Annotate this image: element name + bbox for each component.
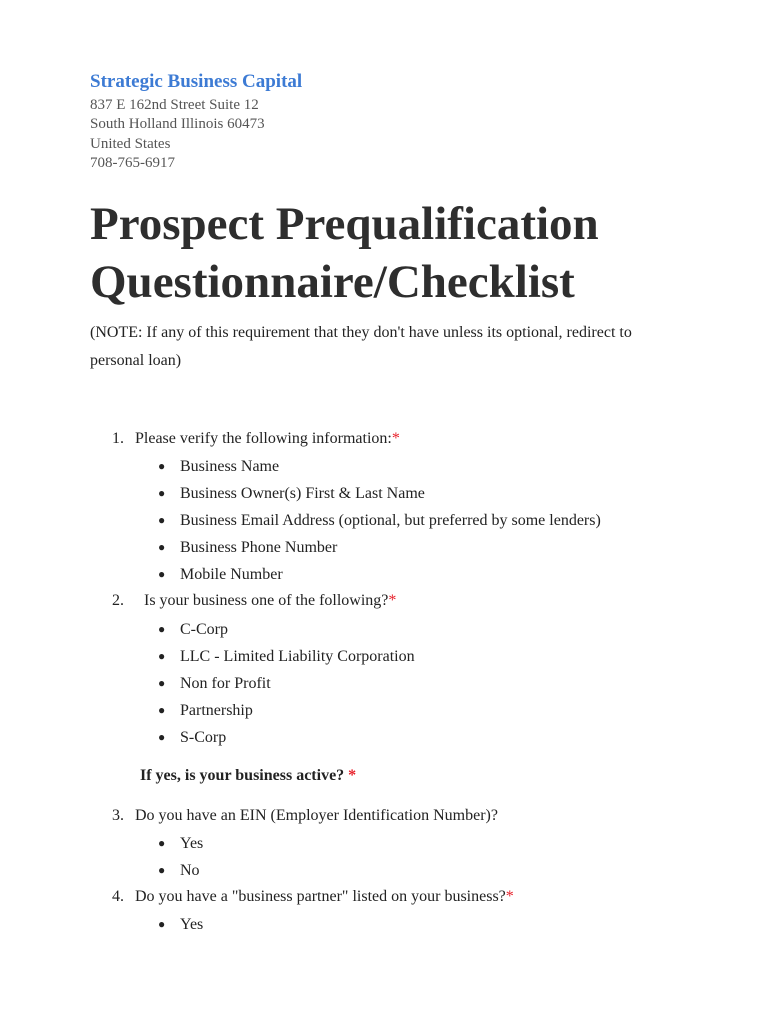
required-marker: * xyxy=(348,767,357,784)
bullet-icon: ● xyxy=(158,836,166,850)
question-number: 1. xyxy=(112,430,124,447)
list-item: ● Partnership xyxy=(158,697,415,724)
question-number: 3. xyxy=(112,807,124,824)
bullet-icon: ● xyxy=(158,567,166,581)
question-3-options xyxy=(158,830,203,884)
list-item: ● Yes xyxy=(158,911,203,938)
question-text: Do you have an EIN (Employer Identification Number)? xyxy=(135,807,498,824)
phone-number: 708-765-6917 xyxy=(90,154,175,171)
question-2 xyxy=(112,592,396,610)
title-line: Prospect Prequalification xyxy=(90,198,599,250)
followup-question: If yes, is your business active? * xyxy=(140,767,357,784)
bullet-icon: ● xyxy=(158,649,166,663)
question-3 xyxy=(112,807,498,825)
bullet-icon: ● xyxy=(158,486,166,500)
address-line: South Holland Illinois 60473 xyxy=(90,116,265,133)
question-number: 4. xyxy=(112,888,124,905)
question-text: Is your business one of the following? xyxy=(144,592,389,609)
required-marker: * xyxy=(388,592,397,609)
bullet-icon: ● xyxy=(158,513,166,527)
question-1 xyxy=(112,430,400,448)
bullet-icon: ● xyxy=(158,622,166,636)
list-item: ● C-Corp xyxy=(158,616,415,643)
company-address xyxy=(90,96,265,173)
bullet-icon: ● xyxy=(158,459,166,473)
list-item: ● LLC - Limited Liability Corporation xyxy=(158,643,415,670)
list-item: ● S-Corp xyxy=(158,724,415,751)
list-item: ● Mobile Number xyxy=(158,561,601,588)
bullet-icon: ● xyxy=(158,863,166,877)
address-line: 837 E 162nd Street Suite 12 xyxy=(90,97,259,113)
question-1-options xyxy=(158,453,601,588)
list-item: ● Business Phone Number xyxy=(158,534,601,561)
list-item: ● No xyxy=(158,857,203,884)
list-item: ● Business Owner(s) First & Last Name xyxy=(158,480,601,507)
list-item: ● Yes xyxy=(158,830,203,857)
note-text: (NOTE: If any of this requirement that they don't have unless its optional, redirect to personal loan) xyxy=(90,324,632,369)
question-4-options xyxy=(158,911,203,938)
question-4 xyxy=(112,888,514,906)
question-text: Do you have a "business partner" listed on your business? xyxy=(135,888,506,905)
title-line: Questionnaire/Checklist xyxy=(90,256,575,308)
list-item: ● Business Name xyxy=(158,453,601,480)
address-line: United States xyxy=(90,135,171,152)
required-marker: * xyxy=(391,430,400,447)
question-2-options xyxy=(158,616,415,751)
bullet-icon: ● xyxy=(158,676,166,690)
bullet-icon: ● xyxy=(158,730,166,744)
list-item: ● Non for Profit xyxy=(158,670,415,697)
page-title xyxy=(90,195,730,311)
question-text: Please verify the following information: xyxy=(135,430,392,447)
list-item: ● Business Email Address (optional, but preferred by some lenders) xyxy=(158,507,601,534)
bullet-icon: ● xyxy=(158,540,166,554)
company-name: Strategic Business Capital xyxy=(90,71,303,92)
bullet-icon: ● xyxy=(158,703,166,717)
required-marker: * xyxy=(505,888,514,905)
question-number: 2. xyxy=(112,592,124,609)
bullet-icon: ● xyxy=(158,917,166,931)
